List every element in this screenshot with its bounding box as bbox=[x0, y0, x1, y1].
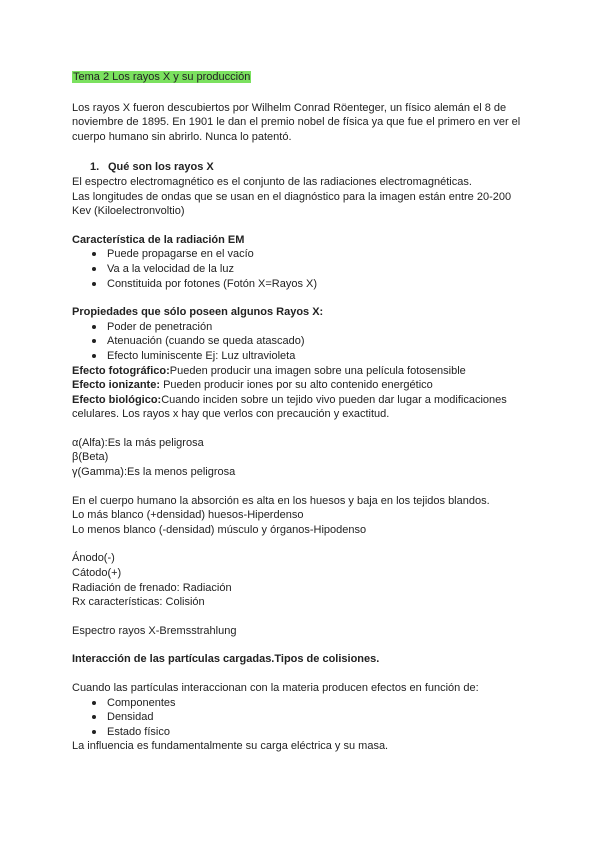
gamma-symbol-icon: γ bbox=[72, 466, 78, 479]
propiedades-heading: Propiedades que sólo poseen algunos Rayos X: bbox=[72, 306, 324, 319]
alpha-symbol-icon: α bbox=[72, 436, 79, 449]
efecto-term: Efecto fotográfico: bbox=[72, 364, 170, 377]
radiacion-text: (Beta) bbox=[78, 451, 109, 464]
section-1-heading bbox=[72, 160, 532, 175]
radiacion-alfa bbox=[72, 436, 532, 451]
section-1-line-2: Las longitudes de ondas que se usan en el diagnóstico para la imagen están entre 20-200 Kev (Kiloelectronvoltio) bbox=[72, 190, 512, 218]
efecto-ionizante bbox=[72, 378, 532, 393]
tubo-anodo: Ánodo(-) bbox=[72, 552, 115, 565]
list-item: Estado físico bbox=[90, 725, 532, 740]
list-item: Densidad bbox=[90, 710, 532, 725]
absorcion-line-3: Lo menos blanco (-densidad) músculo y órganos-Hipodenso bbox=[72, 523, 367, 536]
efecto-biologico bbox=[72, 393, 532, 422]
list-item: Componentes bbox=[90, 696, 532, 711]
interaccion-heading: Interacción de las partículas cargadas.Tipos de colisiones. bbox=[72, 653, 380, 666]
caracteristica-list bbox=[72, 247, 532, 291]
document-title bbox=[72, 70, 532, 85]
section-1-title: Qué son los rayos X bbox=[108, 161, 214, 174]
radiacion-text: (Alfa):Es la más peligrosa bbox=[78, 436, 204, 449]
efecto-text: Pueden producir iones por su alto contenido energético bbox=[160, 379, 433, 392]
efecto-fotografico bbox=[72, 364, 532, 379]
section-1-line-1: El espectro electromagnético es el conjunto de las radiaciones electromagnéticas. bbox=[72, 175, 472, 188]
espectro-line: Espectro rayos X-Bremsstrahlung bbox=[72, 624, 237, 637]
absorcion-line-1: En el cuerpo humano la absorción es alta en los huesos y baja en los tejidos blandos. bbox=[72, 494, 490, 507]
tubo-caracteristicas: Rx características: Colisión bbox=[72, 596, 205, 609]
list-item: Va a la velocidad de la luz bbox=[90, 262, 532, 277]
interaccion-list bbox=[72, 696, 532, 740]
interaccion-closing: La influencia es fundamentalmente su carga eléctrica y su masa. bbox=[72, 740, 389, 753]
efecto-text: Pueden producir una imagen sobre una película fotosensible bbox=[169, 364, 466, 377]
intro-paragraph: Los rayos X fueron descubiertos por Wilhelm Conrad Röenteger, un físico alemán el 8 de noviembre de 1895. En 1901 le dan el premio nobel de física ya que fue el primero en ver el cuerpo humano sin abrirlo. Nunca lo patentó. bbox=[72, 101, 521, 143]
tubo-catodo: Cátodo(+) bbox=[72, 567, 122, 580]
interaccion-intro: Cuando las partículas interaccionan con la materia producen efectos en función de: bbox=[72, 682, 479, 694]
document-page bbox=[72, 70, 532, 754]
tubo-frenado: Radiación de frenado: Radiación bbox=[72, 581, 232, 594]
list-item: Atenuación (cuando se queda atascado) bbox=[90, 334, 532, 349]
efecto-term: Efecto ionizante: bbox=[72, 379, 161, 392]
efecto-text: Cuando inciden sobre un tejido vivo pueden dar lugar a modificaciones celulares. Los rayos x hay que verlos con precaución y exactitud. bbox=[72, 393, 507, 421]
section-1-number: 1. bbox=[90, 161, 100, 174]
beta-symbol-icon: β bbox=[72, 451, 79, 464]
caracteristica-heading: Característica de la radiación EM bbox=[72, 233, 245, 246]
absorcion-line-2: Lo más blanco (+densidad) huesos-Hiperdenso bbox=[72, 509, 304, 522]
list-item: Puede propagarse en el vacío bbox=[90, 247, 532, 262]
title-highlight: Tema 2 Los rayos X y su producción bbox=[73, 71, 251, 83]
propiedades-list bbox=[72, 320, 532, 364]
radiacion-text: (Gamma):Es la menos peligrosa bbox=[77, 466, 236, 479]
list-item: Efecto luminiscente Ej: Luz ultravioleta bbox=[90, 349, 532, 364]
efecto-term: Efecto biológico: bbox=[72, 393, 162, 406]
radiacion-beta bbox=[72, 450, 532, 465]
list-item: Constituida por fotones (Fotón X=Rayos X) bbox=[90, 277, 532, 292]
list-item: Poder de penetración bbox=[90, 320, 532, 335]
radiacion-gamma bbox=[72, 465, 532, 480]
